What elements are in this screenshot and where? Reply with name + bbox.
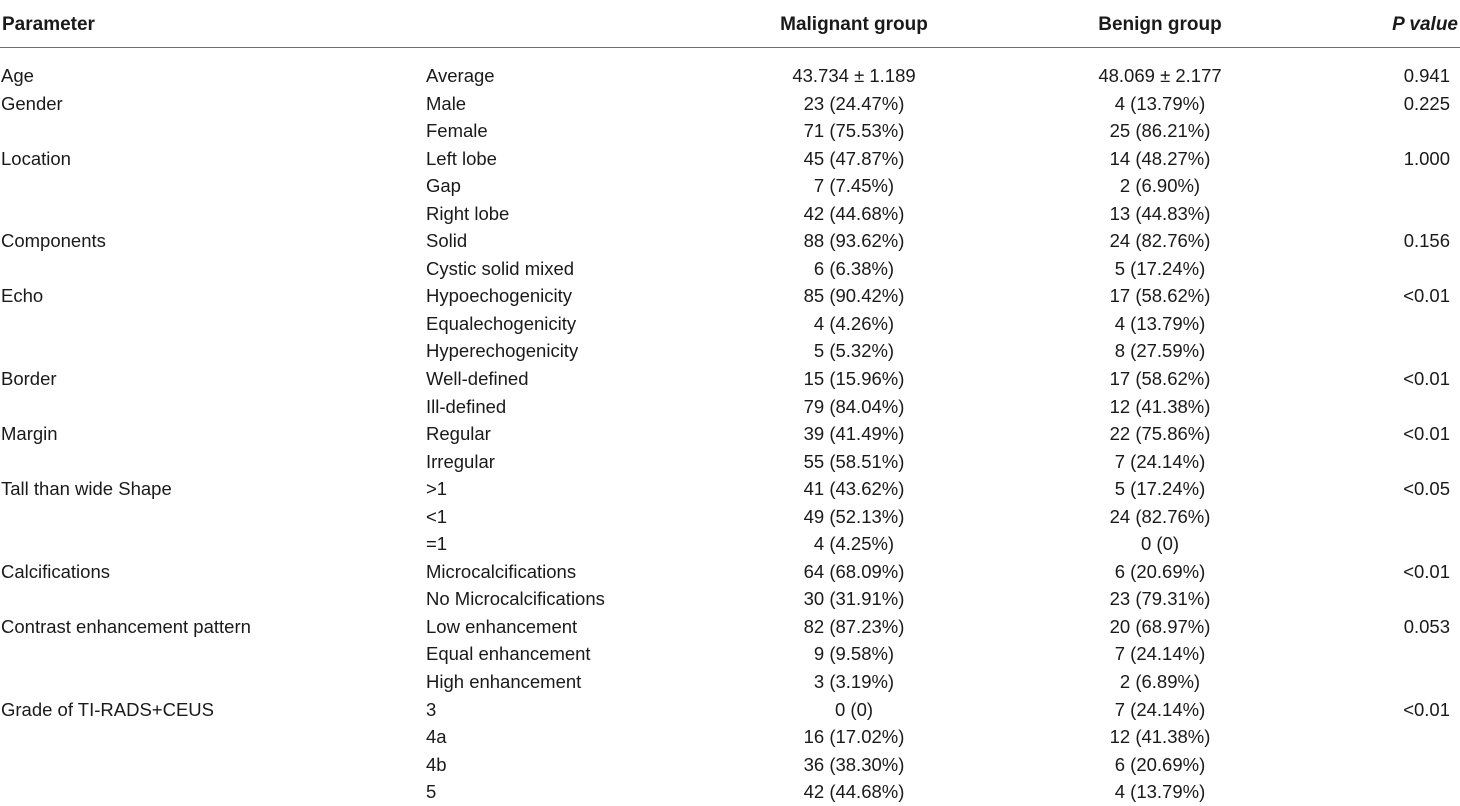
cell-malignant: 6 (6.38%) bbox=[813, 257, 895, 279]
cell-malignant: 41 (43.62%) bbox=[803, 478, 905, 500]
cell-p-value: <0.01 bbox=[1403, 285, 1450, 307]
cell-p-value: 0.156 bbox=[1403, 230, 1450, 252]
cell-malignant: 36 (38.30%) bbox=[803, 753, 905, 775]
cell-malignant: 15 (15.96%) bbox=[803, 368, 905, 390]
cell-malignant: 85 (90.42%) bbox=[803, 285, 905, 307]
header-malignant-group: Malignant group bbox=[780, 14, 928, 35]
cell-subcategory: Ill-defined bbox=[426, 395, 507, 417]
table-row bbox=[0, 696, 1460, 724]
cell-p-value: <0.05 bbox=[1403, 478, 1450, 500]
cell-benign: 4 (13.79%) bbox=[1114, 312, 1206, 334]
cell-benign: 17 (58.62%) bbox=[1109, 285, 1211, 307]
cell-subcategory: Microcalcifications bbox=[426, 560, 577, 582]
table-row bbox=[0, 530, 1460, 558]
cell-subcategory: Cystic solid mixed bbox=[426, 257, 575, 279]
cell-subcategory: Equal enhancement bbox=[426, 643, 591, 665]
table-row bbox=[0, 117, 1460, 145]
header-benign-group: Benign group bbox=[1098, 14, 1222, 35]
cell-benign: 24 (82.76%) bbox=[1109, 505, 1211, 527]
cell-subcategory: >1 bbox=[426, 478, 448, 500]
cell-malignant: 42 (44.68%) bbox=[803, 202, 905, 224]
cell-benign: 4 (13.79%) bbox=[1114, 781, 1206, 803]
cell-subcategory: Solid bbox=[426, 230, 468, 252]
cell-malignant: 45 (47.87%) bbox=[803, 147, 905, 169]
cell-benign: 24 (82.76%) bbox=[1109, 230, 1211, 252]
table-body bbox=[0, 48, 1460, 806]
table-row bbox=[0, 475, 1460, 503]
cell-malignant: 5 (5.32%) bbox=[813, 340, 895, 362]
cell-p-value: 0.225 bbox=[1403, 92, 1450, 114]
table-row bbox=[0, 640, 1460, 668]
table-row bbox=[0, 585, 1460, 613]
cell-benign: 14 (48.27%) bbox=[1109, 147, 1211, 169]
table-row bbox=[0, 227, 1460, 255]
cell-subcategory: High enhancement bbox=[426, 671, 582, 693]
table-row bbox=[0, 145, 1460, 173]
cell-subcategory: 4b bbox=[426, 753, 447, 775]
cell-malignant: 71 (75.53%) bbox=[803, 120, 905, 142]
table-row bbox=[0, 668, 1460, 696]
cell-subcategory: Hypoechogenicity bbox=[426, 285, 573, 307]
table-row bbox=[0, 90, 1460, 118]
cell-subcategory: Hyperechogenicity bbox=[426, 340, 579, 362]
cell-p-value: <0.01 bbox=[1403, 698, 1450, 720]
table-row bbox=[0, 282, 1460, 310]
cell-benign: 17 (58.62%) bbox=[1109, 368, 1211, 390]
cell-benign: 0 (0) bbox=[1140, 533, 1180, 555]
cell-subcategory: 5 bbox=[426, 781, 437, 803]
cell-benign: 2 (6.89%) bbox=[1119, 671, 1201, 693]
cell-malignant: 64 (68.09%) bbox=[803, 560, 905, 582]
cell-malignant: 4 (4.26%) bbox=[813, 312, 895, 334]
table-row bbox=[0, 393, 1460, 421]
cell-parameter: Grade of TI-RADS+CEUS bbox=[1, 698, 214, 720]
table-header bbox=[0, 0, 1460, 48]
cell-benign: 5 (17.24%) bbox=[1114, 257, 1206, 279]
cell-malignant: 39 (41.49%) bbox=[803, 423, 905, 445]
cell-parameter: Age bbox=[1, 65, 34, 86]
cell-p-value: 0.053 bbox=[1403, 615, 1450, 637]
cell-subcategory: Gap bbox=[426, 175, 461, 197]
cell-subcategory: Equalechogenicity bbox=[426, 312, 577, 334]
cell-benign: 48.069 ± 2.177 bbox=[1098, 65, 1222, 86]
cell-subcategory: Well-defined bbox=[426, 368, 529, 390]
cell-malignant: 55 (58.51%) bbox=[803, 450, 905, 472]
cell-subcategory: Regular bbox=[426, 423, 491, 445]
cell-subcategory: Right lobe bbox=[426, 202, 510, 224]
table-row bbox=[0, 723, 1460, 751]
cell-benign: 4 (13.79%) bbox=[1114, 92, 1206, 114]
cell-subcategory: 4a bbox=[426, 726, 447, 748]
table-row bbox=[0, 62, 1460, 90]
table-row bbox=[0, 448, 1460, 476]
cell-benign: 7 (24.14%) bbox=[1114, 698, 1206, 720]
cell-benign: 22 (75.86%) bbox=[1109, 423, 1211, 445]
cell-p-value: <0.01 bbox=[1403, 368, 1450, 390]
cell-p-value: <0.01 bbox=[1403, 560, 1450, 582]
cell-parameter: Margin bbox=[1, 423, 58, 445]
cell-subcategory: Low enhancement bbox=[426, 615, 578, 637]
cell-subcategory: 3 bbox=[426, 698, 437, 720]
table-row bbox=[0, 200, 1460, 228]
cell-subcategory: =1 bbox=[426, 533, 448, 555]
table-row bbox=[0, 558, 1460, 586]
cell-malignant: 0 (0) bbox=[834, 698, 874, 720]
header-p-value: P value bbox=[1392, 14, 1458, 35]
cell-malignant: 79 (84.04%) bbox=[803, 395, 905, 417]
cell-malignant: 82 (87.23%) bbox=[803, 615, 905, 637]
table-row bbox=[0, 337, 1460, 365]
table-row bbox=[0, 613, 1460, 641]
cell-benign: 23 (79.31%) bbox=[1109, 588, 1211, 610]
cell-parameter: Contrast enhancement pattern bbox=[1, 615, 251, 637]
cell-benign: 8 (27.59%) bbox=[1114, 340, 1206, 362]
cell-benign: 12 (41.38%) bbox=[1109, 395, 1211, 417]
cell-malignant: 9 (9.58%) bbox=[813, 643, 895, 665]
table-row bbox=[0, 751, 1460, 779]
cell-benign: 6 (20.69%) bbox=[1114, 560, 1206, 582]
cell-subcategory: Male bbox=[426, 92, 467, 114]
cell-malignant: 43.734 ± 1.189 bbox=[792, 65, 916, 86]
cell-malignant: 4 (4.25%) bbox=[813, 533, 895, 555]
cell-p-value: 1.000 bbox=[1403, 147, 1450, 169]
table-row bbox=[0, 420, 1460, 448]
cell-malignant: 23 (24.47%) bbox=[803, 92, 905, 114]
cell-subcategory: Left lobe bbox=[426, 147, 497, 169]
table-row bbox=[0, 365, 1460, 393]
cell-parameter: Gender bbox=[1, 92, 63, 114]
cell-malignant: 30 (31.91%) bbox=[803, 588, 905, 610]
cell-parameter: Location bbox=[1, 147, 71, 169]
cell-parameter: Calcifications bbox=[1, 560, 110, 582]
cell-malignant: 49 (52.13%) bbox=[803, 505, 905, 527]
table-row bbox=[0, 255, 1460, 283]
cell-benign: 5 (17.24%) bbox=[1114, 478, 1206, 500]
cell-parameter: Border bbox=[1, 368, 57, 390]
cell-malignant: 7 (7.45%) bbox=[813, 175, 895, 197]
cell-parameter: Components bbox=[1, 230, 106, 252]
cell-p-value: <0.01 bbox=[1403, 423, 1450, 445]
cell-benign: 2 (6.90%) bbox=[1119, 175, 1201, 197]
cell-parameter: Echo bbox=[1, 285, 44, 307]
cell-benign: 25 (86.21%) bbox=[1109, 120, 1211, 142]
cell-subcategory: No Microcalcifications bbox=[426, 588, 605, 610]
cell-benign: 13 (44.83%) bbox=[1109, 202, 1211, 224]
cell-benign: 7 (24.14%) bbox=[1114, 450, 1206, 472]
cell-p-value: 0.941 bbox=[1403, 65, 1450, 86]
cell-subcategory: Irregular bbox=[426, 450, 495, 472]
cell-benign: 7 (24.14%) bbox=[1114, 643, 1206, 665]
cell-malignant: 42 (44.68%) bbox=[803, 781, 905, 803]
cell-benign: 6 (20.69%) bbox=[1114, 753, 1206, 775]
table-row bbox=[0, 503, 1460, 531]
cell-benign: 12 (41.38%) bbox=[1109, 726, 1211, 748]
cell-subcategory: Average bbox=[426, 65, 495, 86]
cell-subcategory: Female bbox=[426, 120, 488, 142]
cell-benign: 20 (68.97%) bbox=[1109, 615, 1211, 637]
cell-subcategory: <1 bbox=[426, 505, 448, 527]
cell-malignant: 3 (3.19%) bbox=[813, 671, 895, 693]
cell-malignant: 16 (17.02%) bbox=[803, 726, 905, 748]
cell-malignant: 88 (93.62%) bbox=[803, 230, 905, 252]
cell-parameter: Tall than wide Shape bbox=[1, 478, 172, 500]
header-parameter: Parameter bbox=[2, 14, 95, 35]
table-row bbox=[0, 172, 1460, 200]
table-row bbox=[0, 310, 1460, 338]
